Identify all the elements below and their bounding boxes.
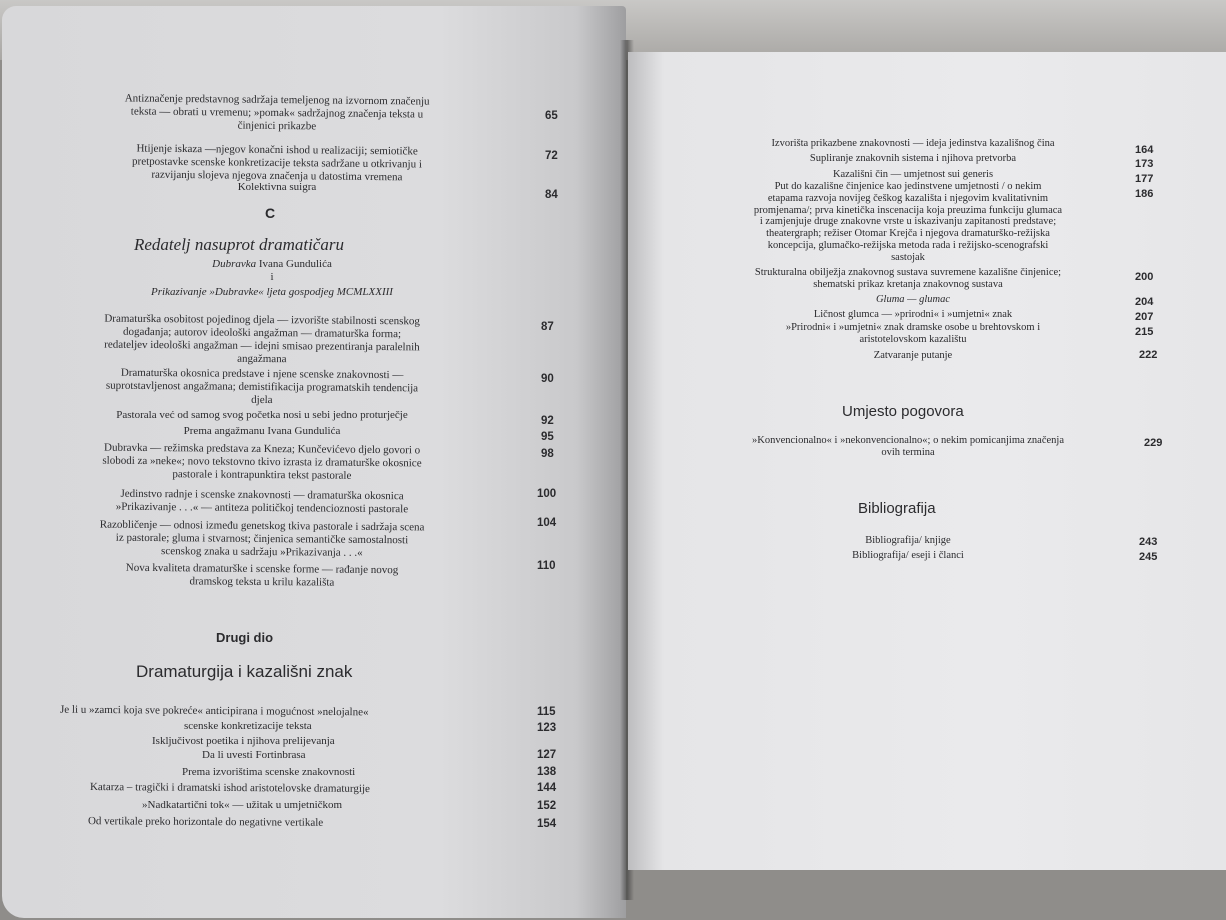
part-title: Dramaturgija i kazališni znak [136, 662, 353, 681]
page-number: 98 [541, 448, 554, 460]
page-number: 154 [537, 818, 557, 830]
page-number: 207 [1135, 311, 1154, 323]
toc-entry-text: Put do kazališne činjenice kao jedinstvene umjetnosti / o nekim etapama razvoja novijeg češkog kazališta i njegovim kvalitativnim promjenama/; prva kinetička inscenacija koja preuzima funkciju glumaca i zamjenjuje druge znakovne vrste u iskazivanju zapitanosti predstave; theatergraph; režiser Otomar Krejča i njegova dramaturško-režijska koncepcija, glumačko-režijska metoda rada i režijsko-scenografski sastojak [753, 181, 1063, 263]
page-number: 87 [541, 321, 554, 333]
toc-entry-text: Strukturalna obilježja znakovnog sustava suvremene kazališne činjenice; shematski prikaz kretanja znakovnog sustava [754, 267, 1062, 290]
page-number: 90 [541, 373, 554, 385]
toc-entry-text: Kazališni čin — umjetnost sui generis [832, 169, 994, 180]
page-number: 95 [541, 431, 554, 443]
toc-entry-text: Prema angažmanu Ivana Gundulića [183, 425, 341, 437]
page-number: 138 [537, 766, 557, 778]
toc-entry-text: Antiznačenje predstavnog sadržaja temeljenog na izvornom značenju teksta — obrati u vremenu; »pomak« sadržajnog značenja teksta u činjenici prikazbe [124, 92, 430, 133]
toc-entry-text: »Prirodni« i »umjetni« znak dramske osobe u brehtovskom i aristotelovskom kazalištu [785, 322, 1041, 345]
toc-entry-text: Jedinstvo radnje i scenske znakovnosti — dramaturška okosnica »Prikazivanje . . .« — antiteza političkoj tendencioznosti pastorale [115, 487, 409, 516]
toc-entry-text: Da li uvesti Fortinbrasa [202, 749, 306, 761]
toc-entry-text: Bibliografija/ eseji i članci [852, 550, 964, 561]
toc-entry-text: Izvorišta prikazbene znakovnosti — ideja jedinstva kazališnog čina [771, 138, 1055, 149]
toc-entry-text: Dramaturška okosnica predstave i njene scenske znakovnosti — suprotstavljenost angažmana; demistifikacija programatskih tendencija djela [105, 366, 419, 407]
section-subtitle-2: Prikazivanje »Dubravke« ljeta gospodjeg MCMLXXIII [151, 286, 393, 298]
toc-entry-text: Isključivost poetika i njihova prelijevanja [152, 735, 335, 747]
section-letter: C [265, 205, 276, 221]
toc-entry-text: Pastorala već od samog svog početka nosi u sebi jedno proturječje [116, 409, 408, 421]
toc-entry-text: Kolektivna suigra [237, 181, 317, 193]
page-number: 229 [1144, 437, 1163, 449]
page-number: 222 [1139, 349, 1158, 361]
toc-entry-text: Katarza – tragički i dramatski ishod aristotelovske dramaturgije [89, 781, 370, 795]
page-number: 204 [1135, 296, 1154, 308]
page-number: 152 [537, 800, 557, 812]
toc-entry-text: »Nadkatartični tok« — užitak u umjetničkom [142, 799, 343, 811]
page-number: 115 [537, 706, 556, 718]
page-number: 84 [545, 189, 558, 201]
toc-entry-text: Razobličenje — odnosi između genetskog tkiva pastorale i sadržaja scena iz pastorale; gluma i stvarnost; činjenica semantičke samostalnosti scenskog znaka u sadržaju »Prikazivanja . . .« [99, 518, 425, 559]
right-page [628, 52, 1226, 870]
page-number: 164 [1135, 144, 1154, 156]
page-number: 92 [541, 415, 554, 427]
page-number: 100 [537, 488, 557, 500]
toc-entry-text: Dubravka — režimska predstava za Kneza; Kunčevićevo djelo govori o slobodi za »neke«; novo tekstovno tkivo izrasta iz dramaturške okosnice pastorale i kontrapunktira tekst pastorale [102, 441, 422, 482]
toc-entry-text: Bibliografija/ knjige [865, 535, 951, 546]
toc-entry-text: Htijenje iskaza —njegov konačni ishod u realizaciji; semiotičke pretpostavke scenske konkretizacije teksta sadržane u otkrivanju i razvijanju slojeva njegova značenja u datostima vremena [132, 142, 422, 184]
page-number: 243 [1139, 536, 1158, 548]
toc-entry-text: Od vertikale preko horizontale do negativne vertikale [87, 815, 324, 829]
page-number: 177 [1135, 173, 1154, 185]
page-number: 72 [545, 150, 558, 162]
page-number: 65 [545, 110, 558, 122]
toc-entry-text: Nova kvaliteta dramaturške i scenske forme — rađanje novog dramskog teksta u krilu kazališta [125, 561, 399, 589]
part-label: Drugi dio [216, 630, 274, 645]
page-number: 110 [537, 560, 556, 572]
page-number: 144 [537, 782, 557, 794]
toc-entry-text: Ličnost glumca — »prirodni« i »umjetni« znak [813, 309, 1013, 320]
toc-entry-text: Dramaturška osobitost pojedinog djela — izvorište stabilnosti scenskog događanja; autorov ideološki angažman — dramaturška forma; redateljev ideološki angažman — idejni smisao prezentiranja paralelnih angažmana [104, 312, 421, 366]
afterword-title: Umjesto pogovora [842, 403, 964, 420]
toc-entry-text: scenske konkretizacije teksta [184, 720, 312, 732]
section-subtitle-conjunction: i [270, 271, 274, 283]
toc-entry-text: »Konvencionalno« i »nekonvencionalno«; o nekim pomicanjima značenja ovih termina [752, 435, 1064, 458]
toc-entry-text: Je li u »zamci koja sve pokreće« anticipirana i mogućnost »nelojalne« [59, 703, 369, 719]
toc-entry-text: Gluma — glumac [875, 294, 951, 305]
page-number: 123 [537, 722, 557, 734]
page-number: 173 [1135, 158, 1154, 170]
bibliography-title: Bibliografija [858, 500, 936, 517]
page-number: 127 [537, 749, 557, 761]
toc-entry-text: Prema izvorištima scenske znakovnosti [182, 766, 356, 778]
page-number: 245 [1139, 551, 1158, 563]
page-number: 104 [537, 517, 557, 529]
toc-entry-text: Zatvaranje putanje [873, 350, 953, 361]
page-number: 200 [1135, 271, 1154, 283]
section-subtitle: Dubravka Ivana Gundulića [212, 258, 332, 270]
page-number: 186 [1135, 188, 1154, 200]
page-number: 215 [1135, 326, 1154, 338]
section-title: Redatelj nasuprot dramatičaru [134, 235, 344, 254]
toc-entry-text: Supliranje znakovnih sistema i njihova pretvorba [809, 153, 1017, 164]
left-page [2, 6, 626, 918]
